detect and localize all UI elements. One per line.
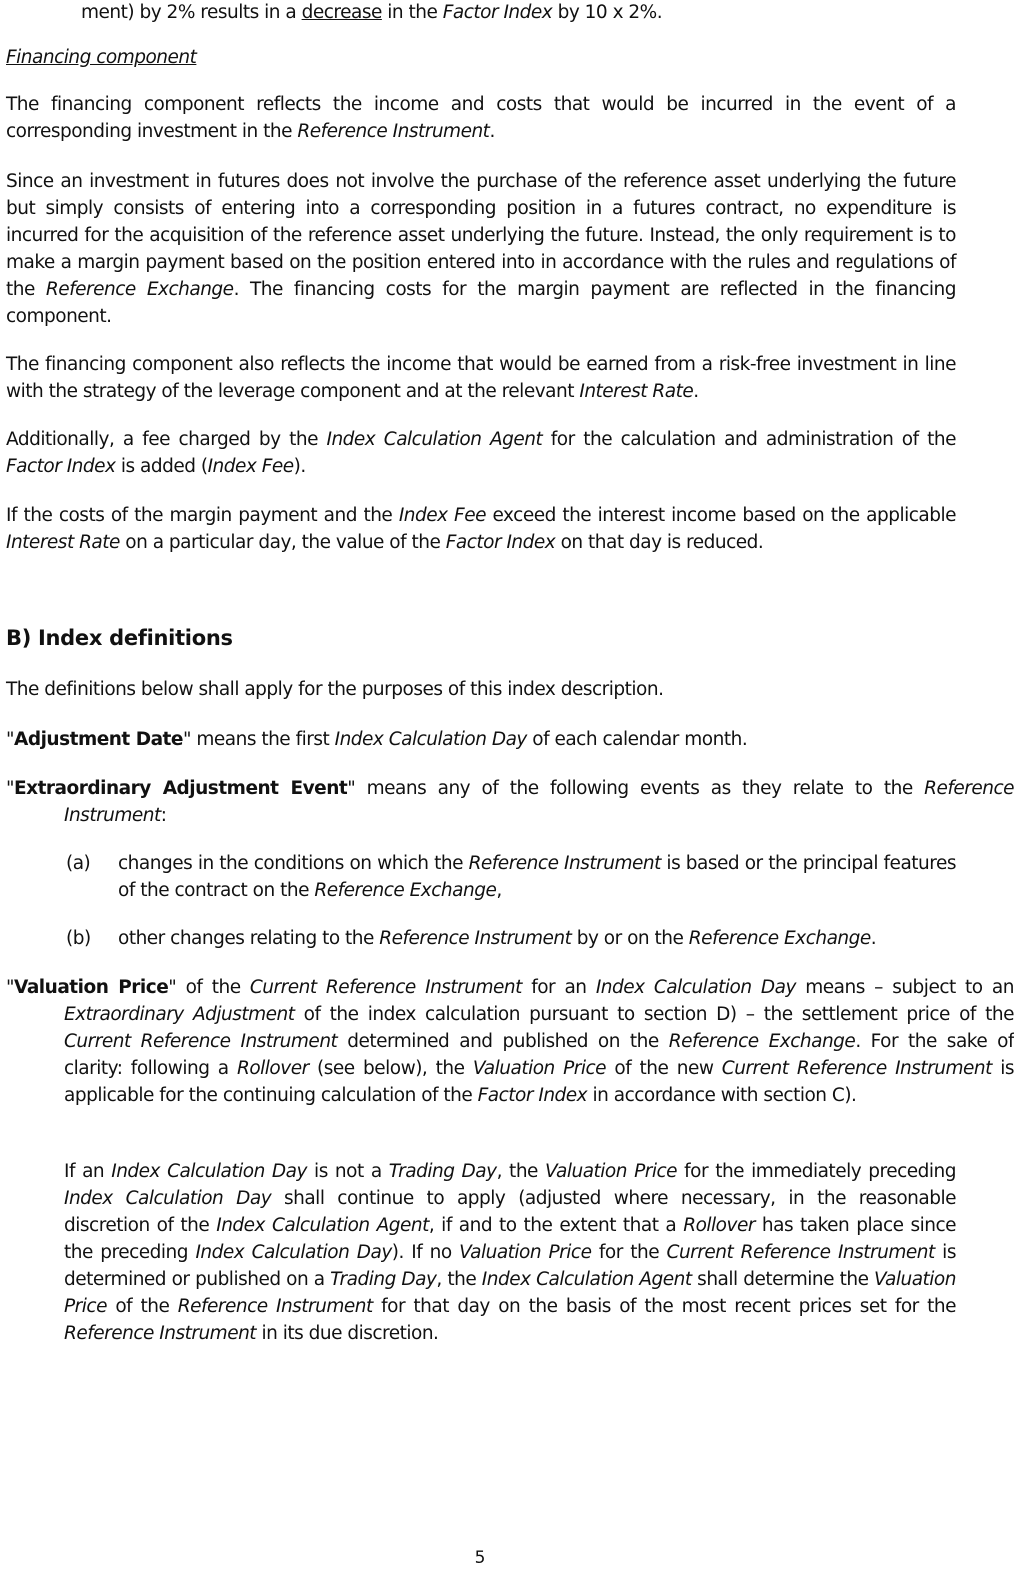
text-run: of the [176,977,250,998]
text-run: for that day on the basis of the most recent prices set for the [372,1296,956,1317]
quote-mark: " [6,778,15,799]
italic-term: Factor Index [477,1085,588,1106]
text-run: in its due discretion. [256,1323,439,1344]
definition-valuation-price [6,974,1014,1109]
italic-term: Interest Rate [579,381,694,402]
italic-term: Reference Instrument [297,121,490,142]
text-run: of the index calculation pursuant to section D) – the settlement price of the [294,1004,1014,1025]
text-run: has taken place since the preceding [64,1215,956,1263]
italic-term: Extraordinary Adjustment [64,1004,295,1025]
italic-term: Index Calculation Agent [216,1215,429,1236]
italic-term: Reference Instrument [64,1323,257,1344]
text-run: If the costs of the margin payment and the [6,505,399,526]
italic-term: Current Reference Instrument [64,1031,338,1052]
italic-term: Valuation Price [545,1161,678,1182]
text-run: for the calculation and administration of the [542,429,957,450]
text-run: on that day is reduced. [555,532,764,553]
text-run: ). If no [391,1242,460,1263]
italic-term: Valuation Price [459,1242,592,1263]
text-run: . [693,381,699,402]
italic-term: Index Calculation Day [595,977,796,998]
text-run: . [489,121,495,142]
italic-term: Reference Instrument [468,853,661,874]
text-run: ment) by 2% results in a [81,2,302,23]
text-run: exceed the interest income based on the applicable [485,505,956,526]
italic-term: Reference Instrument [379,928,572,949]
italic-term: Factor Index [6,456,116,477]
italic-term: Rollover [236,1058,309,1079]
paragraph-futures-investment [6,168,956,330]
text-run: , the [436,1269,482,1290]
text-run: changes in the conditions on which the [118,853,469,874]
underlined-term: decrease [301,2,382,23]
text-run: is added ( [115,456,208,477]
defined-term: Adjustment Date [14,729,183,750]
quote-mark: " [347,778,356,799]
text-run: Additionally, a fee charged by the [6,429,327,450]
text-run: in accordance with section C). [587,1085,857,1106]
italic-term: Index Calculation Day [195,1242,392,1263]
text-run: (see below), the [308,1058,473,1079]
text-run: of the [106,1296,178,1317]
italic-term: Reference Exchange [314,880,497,901]
text-run: other changes relating to the [118,928,380,949]
paragraph-index-fee [6,426,956,480]
italic-term: Index Calculation Day [111,1161,307,1182]
paragraph-value-reduction [6,502,956,556]
italic-term: Index Fee [398,505,486,526]
text-run: of the new [606,1058,722,1079]
italic-term: Valuation Price [64,1269,956,1317]
text-run: on a particular day, the value of the [119,532,446,553]
text-run: is applicable for the continuing calculation of the [64,1058,1014,1106]
text-run: , [496,880,502,901]
subheading-financing-component: Financing component [6,47,197,68]
quote-mark: " [6,977,15,998]
text-run: for the [591,1242,667,1263]
italic-term: Reference Exchange [45,279,234,300]
text-run: in the [381,2,443,23]
continued-sentence [81,0,961,26]
text-run: The financing component also reflects the income that would be earned from a risk-free investment in line with the strategy of the leverage component and at the relevant [6,354,956,402]
text-run: is determined or published on a [64,1242,956,1290]
quote-mark: " [182,729,191,750]
italic-term: Factor Index [445,532,556,553]
definition-adjustment-date [6,726,956,753]
defined-term: Valuation Price [14,977,169,998]
page-number: 5 [474,1548,486,1568]
italic-term: Index Calculation Day [334,729,527,750]
text-run: . For the sake of clarity: following a [64,1031,1014,1079]
italic-term: Reference Exchange [688,928,871,949]
definition-extraordinary-adjustment-event [6,775,1014,829]
text-run: by 10 x 2%. [552,2,663,23]
list-label: (b) [66,928,91,949]
text-run: of each calendar month. [526,729,748,750]
text-run: Since an investment in futures does not involve the purchase of the reference asset underlying the future but simply consists of entering into a corresponding position in a futures contract, no expenditure is incurred for the acquisition of the reference asset underlying the future. Instead, the only requirement is to make a margin payment based on the position entered into in accordance with the rules and regulations of the [6,171,956,300]
text-run: means the first [190,729,335,750]
italic-term: Interest Rate [6,532,120,553]
italic-term: Current Reference Instrument [666,1242,935,1263]
text-run: for an [521,977,596,998]
text-run: shall determine the [691,1269,875,1290]
italic-term: Rollover [683,1215,755,1236]
text-run: : [160,805,167,826]
text-run: means any of the following events as they relate to the [355,778,925,799]
italic-term: Current Reference Instrument [249,977,522,998]
italic-term: Reference Instrument [177,1296,373,1317]
text-run: The financing component reflects the income and costs that would be incurred in the event of a corresponding investment in the [6,94,956,142]
italic-term: Index Calculation Day [64,1188,272,1209]
paragraph-valuation-price-continued [64,1158,956,1347]
text-run: for the immediately preceding [677,1161,956,1182]
quote-mark: " [168,977,177,998]
text-run: is based or the principal features of the contract on the [118,853,956,901]
text-run: by or on the [571,928,689,949]
text-run: . [870,928,877,949]
italic-term: Reference Exchange [668,1031,856,1052]
italic-term: Valuation Price [472,1058,607,1079]
italic-term: Index Fee [207,456,294,477]
text-run: , the [496,1161,546,1182]
section-heading-index-definitions: B) Index definitions [6,626,233,650]
italic-term: Trading Day [330,1269,437,1290]
text-run: . The financing costs for the margin payment are reflected in the financing component. [6,279,956,327]
text-run: , if and to the extent that a [428,1215,684,1236]
text-run: If an [64,1161,112,1182]
italic-term: Index Calculation Agent [326,429,543,450]
paragraph-risk-free-income [6,351,956,405]
list-item-text [118,850,956,904]
defined-term: Extraordinary Adjustment Event [14,778,348,799]
list-item-text [118,925,956,952]
italic-term: Current Reference Instrument [721,1058,992,1079]
italic-term: Factor Index [442,2,553,23]
text-run: ). [293,456,306,477]
text-run: determined and published on the [337,1031,669,1052]
quote-mark: " [6,729,15,750]
paragraph-financing-intro [6,91,956,145]
italic-term: Reference Instrument [64,778,1014,826]
text-run: is not a [306,1161,389,1182]
list-label: (a) [66,853,91,874]
italic-term: Index Calculation Agent [481,1269,692,1290]
italic-term: Trading Day [388,1161,497,1182]
paragraph-definitions-intro: The definitions below shall apply for the purposes of this index description. [6,679,664,700]
text-run: shall continue to apply (adjusted where necessary, in the reasonable discretion of the [64,1188,956,1236]
text-run: means – subject to an [795,977,1014,998]
